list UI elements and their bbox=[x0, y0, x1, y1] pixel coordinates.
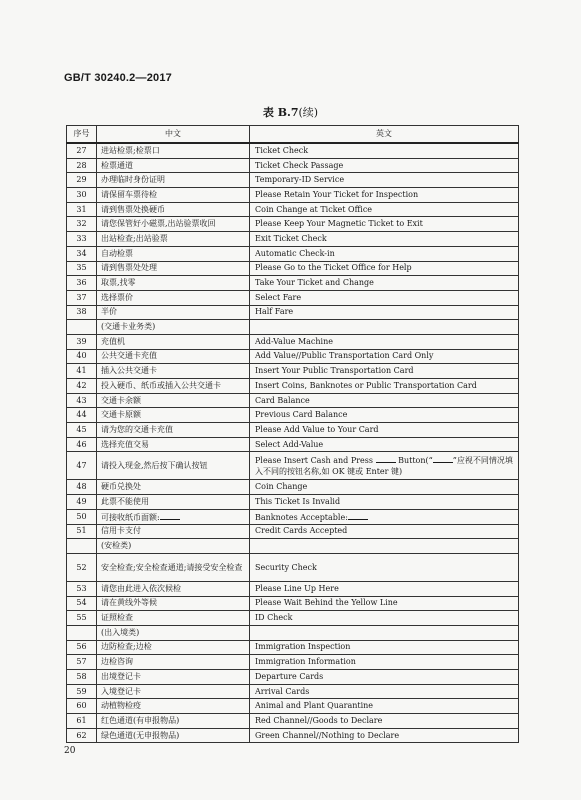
table-row bbox=[67, 728, 519, 743]
table-row bbox=[67, 305, 519, 320]
chinese-term bbox=[97, 480, 250, 495]
english-term-text: Select Add-Value bbox=[255, 439, 324, 449]
column-header-no: 序号 bbox=[67, 126, 97, 144]
table-row bbox=[67, 202, 519, 217]
table-row bbox=[67, 364, 519, 379]
table-row bbox=[67, 625, 519, 640]
row-number bbox=[67, 625, 97, 640]
chinese-term bbox=[97, 553, 250, 581]
row-number: 27 bbox=[67, 143, 97, 158]
chinese-term bbox=[97, 305, 250, 320]
fill-in-blank bbox=[348, 511, 368, 520]
english-term-text: Please Line Up Here bbox=[255, 583, 339, 593]
english-term-text: Please Keep Your Magnetic Ticket to Exit bbox=[255, 219, 423, 229]
row-number: 37 bbox=[67, 290, 97, 305]
chinese-term-text: 请您由此进入依次候检 bbox=[101, 583, 181, 593]
chinese-term-text: 红色通道(有申报物品) bbox=[101, 715, 180, 725]
chinese-term-text: 出境登记卡 bbox=[101, 671, 141, 681]
row-number: 55 bbox=[67, 611, 97, 626]
english-term bbox=[250, 188, 519, 203]
row-number: 59 bbox=[67, 684, 97, 699]
english-term-text: Please Retain Your Ticket for Inspection bbox=[255, 189, 419, 199]
english-term-text: Arrival Cards bbox=[255, 686, 310, 696]
english-term bbox=[250, 728, 519, 743]
english-term bbox=[250, 452, 519, 480]
chinese-term bbox=[97, 143, 250, 158]
english-term-text: Credit Cards Accepted bbox=[255, 526, 348, 536]
table-row bbox=[67, 655, 519, 670]
row-number: 31 bbox=[67, 202, 97, 217]
chinese-term bbox=[97, 625, 250, 640]
chinese-term-text: 请到售票处处理 bbox=[101, 263, 157, 273]
row-number: 36 bbox=[67, 276, 97, 291]
english-term bbox=[250, 290, 519, 305]
english-term bbox=[250, 655, 519, 670]
column-header-english: 英文 bbox=[250, 126, 519, 144]
chinese-term bbox=[97, 699, 250, 714]
chinese-term-text: 请投入现金,然后按下确认按钮 bbox=[101, 461, 208, 471]
table-row bbox=[67, 217, 519, 232]
chinese-term bbox=[97, 581, 250, 596]
english-term bbox=[250, 670, 519, 685]
fill-in-blank bbox=[376, 454, 396, 463]
table-row bbox=[67, 581, 519, 596]
english-term bbox=[250, 143, 519, 158]
chinese-term-text: 边防检查;边检 bbox=[101, 642, 152, 652]
chinese-term bbox=[97, 640, 250, 655]
english-term bbox=[250, 202, 519, 217]
chinese-term bbox=[97, 379, 250, 394]
chinese-term-text: 可接收纸币面额: bbox=[101, 512, 160, 522]
table-row bbox=[67, 640, 519, 655]
row-number: 52 bbox=[67, 553, 97, 581]
english-term bbox=[250, 640, 519, 655]
chinese-term bbox=[97, 596, 250, 611]
english-term bbox=[250, 553, 519, 581]
table-row bbox=[67, 596, 519, 611]
page-number: 20 bbox=[64, 746, 76, 756]
english-term-text: Animal and Plant Quarantine bbox=[255, 701, 374, 711]
chinese-term-text: (交通卡业务类) bbox=[101, 322, 156, 332]
english-term bbox=[250, 408, 519, 423]
row-number: 41 bbox=[67, 364, 97, 379]
row-number: 48 bbox=[67, 480, 97, 495]
chinese-term bbox=[97, 320, 250, 335]
english-term bbox=[250, 495, 519, 510]
row-number: 62 bbox=[67, 728, 97, 743]
english-term-text: Insert Coins, Banknotes or Public Transportation Card bbox=[255, 380, 477, 390]
english-term-text-middle: Button(“ bbox=[398, 456, 433, 466]
chinese-term-text: 安全检查;安全检查通道;请接受安全检查 bbox=[101, 562, 243, 572]
chinese-term-text: 请为您的交通卡充值 bbox=[101, 424, 173, 434]
english-term bbox=[250, 217, 519, 232]
english-term bbox=[250, 349, 519, 364]
english-term-text: ID Check bbox=[255, 613, 293, 623]
chinese-term-text: 取票,找零 bbox=[101, 278, 136, 288]
table-row bbox=[67, 232, 519, 247]
table-row bbox=[67, 509, 519, 524]
table-row bbox=[67, 437, 519, 452]
chinese-term-text: 证照检查 bbox=[101, 613, 133, 623]
english-term bbox=[250, 173, 519, 188]
english-term-text: Coin Change at Ticket Office bbox=[255, 204, 373, 214]
english-term-text: Red Channel//Goods to Declare bbox=[255, 715, 383, 725]
chinese-term bbox=[97, 246, 250, 261]
chinese-term-text: 选择充值交易 bbox=[101, 439, 149, 449]
chinese-term-text: 公共交通卡充值 bbox=[101, 351, 157, 361]
chinese-term-text: 入境登记卡 bbox=[101, 686, 141, 696]
english-term bbox=[250, 334, 519, 349]
row-number bbox=[67, 539, 97, 554]
english-term-text: Take Your Ticket and Change bbox=[255, 278, 374, 288]
row-number: 60 bbox=[67, 699, 97, 714]
row-number bbox=[67, 320, 97, 335]
row-number: 46 bbox=[67, 437, 97, 452]
chinese-term bbox=[97, 524, 250, 539]
english-term bbox=[250, 596, 519, 611]
row-number: 50 bbox=[67, 509, 97, 524]
chinese-term-text: 请您保管好小磁票,出站验票收回 bbox=[101, 219, 216, 229]
english-term bbox=[250, 509, 519, 524]
table-row bbox=[67, 539, 519, 554]
chinese-term bbox=[97, 728, 250, 743]
english-term-text: Add-Value Machine bbox=[255, 336, 333, 346]
row-number: 43 bbox=[67, 393, 97, 408]
row-number: 44 bbox=[67, 408, 97, 423]
table-row bbox=[67, 553, 519, 581]
english-term-text-start: Please Insert Cash and Press bbox=[255, 456, 373, 466]
chinese-term bbox=[97, 276, 250, 291]
chinese-term-text: 检票通道 bbox=[101, 160, 133, 170]
table-row bbox=[67, 670, 519, 685]
fill-in-blank bbox=[433, 454, 453, 463]
english-term-text: Green Channel//Nothing to Declare bbox=[255, 730, 400, 740]
table-row bbox=[67, 408, 519, 423]
chinese-term-text: 请在黄线外等候 bbox=[101, 598, 157, 608]
chinese-term-text: (安检类) bbox=[101, 541, 132, 551]
english-term-text: This Ticket Is Invalid bbox=[255, 496, 341, 506]
standard-code: GB/T 30240.2—2017 bbox=[64, 72, 172, 84]
english-term-text: Exit Ticket Check bbox=[255, 233, 327, 243]
chinese-term bbox=[97, 539, 250, 554]
chinese-term-text: 交通卡余额 bbox=[101, 395, 141, 405]
english-term-text: Please Go to the Ticket Office for Help bbox=[255, 263, 412, 273]
english-term bbox=[250, 276, 519, 291]
english-term bbox=[250, 320, 519, 335]
table-title bbox=[0, 104, 581, 120]
english-term bbox=[250, 611, 519, 626]
english-term-text: Automatic Check-in bbox=[255, 248, 335, 258]
english-term-text: Temporary-ID Service bbox=[255, 175, 345, 185]
table-row bbox=[67, 611, 519, 626]
english-term-text: Banknotes Acceptable: bbox=[255, 512, 348, 522]
english-term-text: Please Add Value to Your Card bbox=[255, 424, 379, 434]
english-term bbox=[250, 305, 519, 320]
chinese-term bbox=[97, 452, 250, 480]
row-number: 32 bbox=[67, 217, 97, 232]
row-number: 47 bbox=[67, 452, 97, 480]
chinese-term-text: 动植物检疫 bbox=[101, 701, 141, 711]
table-row bbox=[67, 393, 519, 408]
chinese-term-text: (出入境类) bbox=[101, 627, 140, 637]
row-number: 28 bbox=[67, 158, 97, 173]
english-term-text: Immigration Information bbox=[255, 657, 356, 667]
table-row bbox=[67, 261, 519, 276]
chinese-term bbox=[97, 173, 250, 188]
english-term-text: Coin Change bbox=[255, 482, 308, 492]
english-term bbox=[250, 364, 519, 379]
english-term bbox=[250, 480, 519, 495]
table-row bbox=[67, 173, 519, 188]
chinese-term-text: 投入硬币、纸币或插入公共交通卡 bbox=[101, 380, 221, 390]
chinese-term bbox=[97, 202, 250, 217]
row-number: 53 bbox=[67, 581, 97, 596]
table-row bbox=[67, 495, 519, 510]
english-term bbox=[250, 158, 519, 173]
english-term bbox=[250, 232, 519, 247]
english-term-text: Add Value//Public Transportation Card Only bbox=[255, 351, 434, 361]
table-row bbox=[67, 684, 519, 699]
table-row bbox=[67, 320, 519, 335]
english-term-text: Please Wait Behind the Yellow Line bbox=[255, 598, 398, 608]
english-term-text: Previous Card Balance bbox=[255, 410, 348, 420]
english-term-text-end: ”应视不同情况填入不同的按钮名称,如 OK 键或 Enter 键) bbox=[255, 456, 513, 477]
row-number: 30 bbox=[67, 188, 97, 203]
english-term-text: Insert Your Public Transportation Card bbox=[255, 366, 414, 376]
chinese-term bbox=[97, 655, 250, 670]
chinese-term bbox=[97, 437, 250, 452]
table-row bbox=[67, 188, 519, 203]
chinese-term bbox=[97, 670, 250, 685]
english-term bbox=[250, 524, 519, 539]
english-term-text: Ticket Check bbox=[255, 145, 309, 155]
chinese-term bbox=[97, 349, 250, 364]
table-row bbox=[67, 714, 519, 729]
row-number: 34 bbox=[67, 246, 97, 261]
row-number: 39 bbox=[67, 334, 97, 349]
chinese-term bbox=[97, 290, 250, 305]
table-row bbox=[67, 423, 519, 438]
chinese-term-text: 请到售票处换硬币 bbox=[101, 204, 165, 214]
chinese-term-text: 硬币兑换处 bbox=[101, 482, 141, 492]
english-term bbox=[250, 684, 519, 699]
chinese-term bbox=[97, 188, 250, 203]
table-row bbox=[67, 699, 519, 714]
chinese-term bbox=[97, 261, 250, 276]
chinese-term bbox=[97, 217, 250, 232]
chinese-term bbox=[97, 495, 250, 510]
english-term bbox=[250, 423, 519, 438]
row-number: 40 bbox=[67, 349, 97, 364]
fill-in-blank bbox=[160, 511, 180, 520]
chinese-term-text: 出站检查;出站验票 bbox=[101, 233, 168, 243]
table-title-main: 表 B.7 bbox=[262, 106, 299, 119]
chinese-term-text: 边检咨询 bbox=[101, 657, 133, 667]
table-row bbox=[67, 276, 519, 291]
chinese-term bbox=[97, 611, 250, 626]
row-number: 57 bbox=[67, 655, 97, 670]
table-body bbox=[67, 143, 519, 743]
chinese-term bbox=[97, 334, 250, 349]
table-row bbox=[67, 158, 519, 173]
chinese-term-text: 办理临时身份证明 bbox=[101, 175, 165, 185]
english-term bbox=[250, 625, 519, 640]
row-number: 51 bbox=[67, 524, 97, 539]
english-term bbox=[250, 437, 519, 452]
english-term-text: Card Balance bbox=[255, 395, 310, 405]
chinese-term bbox=[97, 684, 250, 699]
chinese-term bbox=[97, 509, 250, 524]
english-term bbox=[250, 393, 519, 408]
table-header-row bbox=[67, 126, 519, 144]
row-number: 38 bbox=[67, 305, 97, 320]
terms-table bbox=[66, 125, 519, 743]
english-term bbox=[250, 714, 519, 729]
chinese-term bbox=[97, 364, 250, 379]
english-term-text: Ticket Check Passage bbox=[255, 160, 344, 170]
chinese-term bbox=[97, 714, 250, 729]
english-term bbox=[250, 261, 519, 276]
english-term bbox=[250, 379, 519, 394]
table-row bbox=[67, 379, 519, 394]
row-number: 45 bbox=[67, 423, 97, 438]
row-number: 58 bbox=[67, 670, 97, 685]
chinese-term-text: 信用卡支付 bbox=[101, 526, 141, 536]
english-term-text: Select Fare bbox=[255, 292, 302, 302]
table-row bbox=[67, 349, 519, 364]
row-number: 54 bbox=[67, 596, 97, 611]
table-row bbox=[67, 480, 519, 495]
column-header-chinese: 中文 bbox=[97, 126, 250, 144]
table-title-continued: (续) bbox=[298, 106, 319, 119]
chinese-term bbox=[97, 158, 250, 173]
chinese-term-text: 进站检票;检票口 bbox=[101, 145, 160, 155]
table-row bbox=[67, 334, 519, 349]
english-term bbox=[250, 246, 519, 261]
english-term-text: Immigration Inspection bbox=[255, 642, 351, 652]
row-number: 49 bbox=[67, 495, 97, 510]
english-term bbox=[250, 699, 519, 714]
chinese-term-text: 充值机 bbox=[101, 336, 125, 346]
chinese-term-text: 自动检票 bbox=[101, 248, 133, 258]
chinese-term bbox=[97, 232, 250, 247]
table-row bbox=[67, 290, 519, 305]
chinese-term-text: 请保留车票待检 bbox=[101, 189, 157, 199]
table-row bbox=[67, 246, 519, 261]
chinese-term-text: 交通卡原额 bbox=[101, 410, 141, 420]
chinese-term bbox=[97, 408, 250, 423]
table-row bbox=[67, 143, 519, 158]
row-number: 42 bbox=[67, 379, 97, 394]
row-number: 61 bbox=[67, 714, 97, 729]
english-term bbox=[250, 539, 519, 554]
row-number: 35 bbox=[67, 261, 97, 276]
row-number: 33 bbox=[67, 232, 97, 247]
english-term-text: Half Fare bbox=[255, 307, 294, 317]
chinese-term-text: 此票不能使用 bbox=[101, 496, 149, 506]
row-number: 29 bbox=[67, 173, 97, 188]
english-term-text: Departure Cards bbox=[255, 671, 324, 681]
chinese-term bbox=[97, 393, 250, 408]
english-term-text: Security Check bbox=[255, 562, 317, 572]
chinese-term-text: 半价 bbox=[101, 307, 117, 317]
chinese-term bbox=[97, 423, 250, 438]
row-number: 56 bbox=[67, 640, 97, 655]
chinese-term-text: 选择票价 bbox=[101, 292, 133, 302]
english-term bbox=[250, 581, 519, 596]
chinese-term-text: 绿色通道(无申报物品) bbox=[101, 730, 180, 740]
chinese-term-text: 插入公共交通卡 bbox=[101, 366, 157, 376]
table-row bbox=[67, 524, 519, 539]
table-row bbox=[67, 452, 519, 480]
